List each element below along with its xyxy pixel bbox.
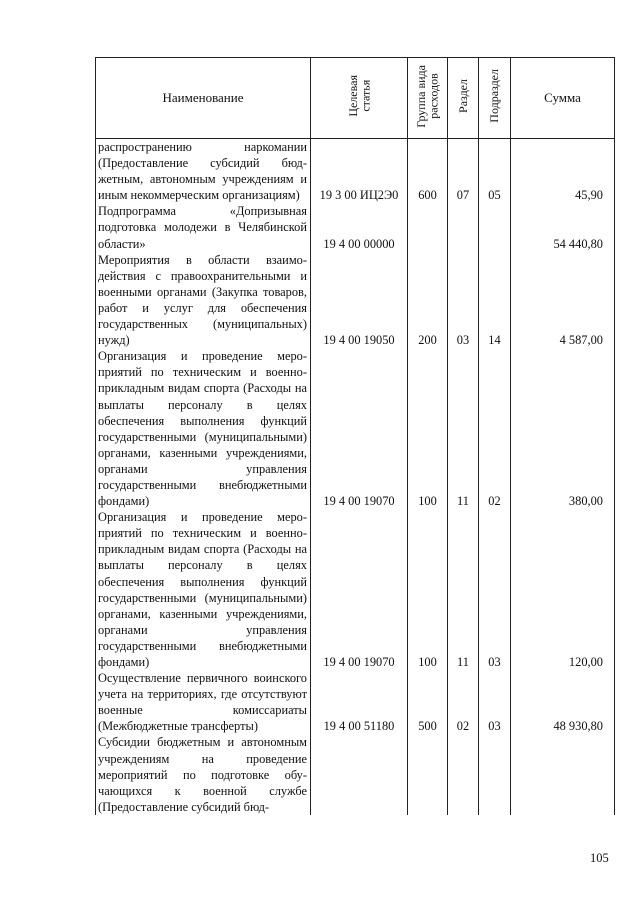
- row-name: Осуществление первичного воинского учета на территориях, где отсутствуют военные комиссариаты (Межбюджетные трансферты): [96, 670, 311, 734]
- header-target-article: Целевая статья: [311, 58, 408, 139]
- row-subsection: 14: [479, 252, 511, 349]
- row-name: Организация и проведение мероприятий по техническим и военно-прикладным видам спорта (Расходы на выплаты персоналу в целях обеспечения выполнения функций государственными (муниципальными) органами, казенными учреждениями, органами управления государственными внебюджетными фондами): [96, 509, 311, 670]
- row-amount: [511, 734, 615, 814]
- budget-table: [95, 57, 615, 815]
- row-subsection: [479, 203, 511, 251]
- row-name: Субсидии бюджетным и автономным учреждениям на проведение мероприятий по подготовке обучающихся к военной службе (Предоставление субсидий бюд-: [96, 734, 311, 814]
- table-row: [96, 139, 615, 204]
- page-number: 105: [590, 851, 609, 865]
- row-expense-group: 100: [408, 348, 448, 509]
- row-section: 11: [448, 509, 479, 670]
- row-expense-group: 500: [408, 670, 448, 734]
- table-row: [96, 734, 615, 814]
- header-section: Раздел: [448, 58, 479, 139]
- row-name: Организация и проведение мероприятий по техническим и военно-прикладным видам спорта (Расходы на выплаты персоналу в целях обеспечения выполнения функций государственными (муниципальными) органами, казенными учреждениями, органами управления государственными внебюджетными фондами): [96, 348, 311, 509]
- row-target-article: 19 4 00 19070: [311, 348, 408, 509]
- row-section: [448, 203, 479, 251]
- table-row: [96, 348, 615, 509]
- row-section: 03: [448, 252, 479, 349]
- row-amount: 120,00: [511, 509, 615, 670]
- row-expense-group: 200: [408, 252, 448, 349]
- table-header-row: [96, 58, 615, 139]
- header-expense-group: Группа вида расходов: [408, 58, 448, 139]
- row-amount: 4 587,00: [511, 252, 615, 349]
- table-row: [96, 670, 615, 734]
- row-section: 02: [448, 670, 479, 734]
- row-expense-group: 100: [408, 509, 448, 670]
- row-subsection: 02: [479, 348, 511, 509]
- row-target-article: 19 4 00 51180: [311, 670, 408, 734]
- header-name: Наименование: [96, 58, 311, 139]
- row-subsection: 03: [479, 670, 511, 734]
- row-section: [448, 734, 479, 814]
- row-subsection: 05: [479, 139, 511, 204]
- row-target-article: [311, 734, 408, 814]
- row-name: Мероприятия в области взаимодействия с правоохранительными и военными органами (Закупка товаров, работ и услуг для обеспечения государственных (муниципальных) нужд): [96, 252, 311, 349]
- row-subsection: [479, 734, 511, 814]
- row-section: 07: [448, 139, 479, 204]
- row-target-article: 19 3 00 ИЦ2Э0: [311, 139, 408, 204]
- header-subsection: Подраздел: [479, 58, 511, 139]
- row-expense-group: [408, 203, 448, 251]
- row-section: 11: [448, 348, 479, 509]
- row-target-article: 19 4 00 19070: [311, 509, 408, 670]
- table-row: [96, 509, 615, 670]
- row-expense-group: [408, 734, 448, 814]
- row-subsection: 03: [479, 509, 511, 670]
- table-row: [96, 252, 615, 349]
- row-amount: 45,90: [511, 139, 615, 204]
- row-name: распространению наркомании (Предоставление субсидий бюджетным, автономным учреждениям и иным некоммерческим организациям): [96, 139, 311, 204]
- row-amount: 48 930,80: [511, 670, 615, 734]
- table-row: [96, 203, 615, 251]
- row-expense-group: 600: [408, 139, 448, 204]
- header-amount: Сумма: [511, 58, 615, 139]
- row-target-article: 19 4 00 00000: [311, 203, 408, 251]
- row-name: Подпрограмма «Допризывная подготовка молодежи в Челябинской области»: [96, 203, 311, 251]
- row-target-article: 19 4 00 19050: [311, 252, 408, 349]
- row-amount: 380,00: [511, 348, 615, 509]
- row-amount: 54 440,80: [511, 203, 615, 251]
